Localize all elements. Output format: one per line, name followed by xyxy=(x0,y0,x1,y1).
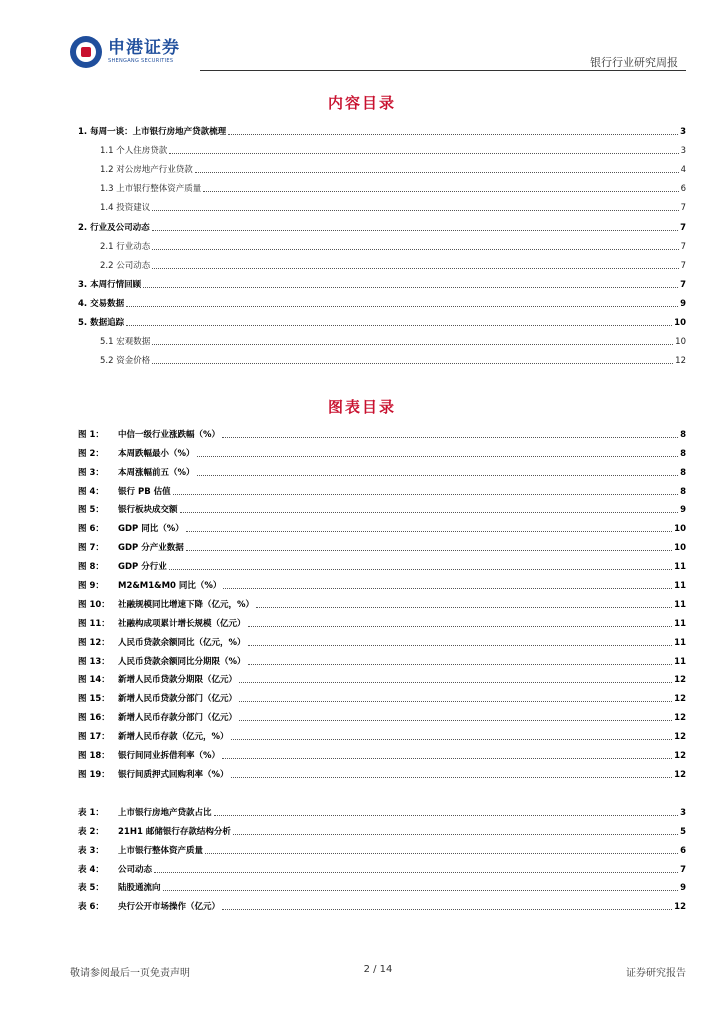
figure-entry-page: 11 xyxy=(674,562,686,573)
leader-dots xyxy=(152,230,678,231)
toc-entry[interactable] xyxy=(78,194,686,213)
toc-entry-page: 4 xyxy=(680,165,686,176)
table-entry-label: 上市银行房地产贷款占比 xyxy=(118,807,212,818)
figure-entry-number: 图 18： xyxy=(78,751,110,762)
figure-entry-label: 人民币贷款余额同比分期限（%） xyxy=(118,656,246,667)
figure-entry-label: 新增人民币存款分部门（亿元） xyxy=(118,713,238,724)
header-divider xyxy=(200,70,686,71)
toc-entry[interactable] xyxy=(78,137,686,156)
figure-entry[interactable] xyxy=(78,440,686,459)
toc-entry-page: 9 xyxy=(680,298,686,309)
figure-entry-page: 11 xyxy=(674,618,686,629)
leader-dots xyxy=(169,153,678,154)
leader-dots xyxy=(152,268,678,269)
figure-entry-number: 图 11： xyxy=(78,618,110,629)
leader-dots xyxy=(169,569,672,570)
toc-entry-label: 1.1 个人住房贷款 xyxy=(100,146,168,157)
leader-dots xyxy=(223,588,672,589)
table-entry-page: 3 xyxy=(680,807,686,818)
toc-entry-label: 2. 行业及公司动态 xyxy=(78,222,150,233)
figure-entry-label: 银行间质押式回购利率（%） xyxy=(118,769,229,780)
figure-entry-page: 9 xyxy=(680,505,686,516)
toc-entry-page: 3 xyxy=(680,146,686,157)
figure-entry-label: 本周涨幅前五（%） xyxy=(118,467,195,478)
table-entry-page: 12 xyxy=(674,902,686,913)
toc-entry[interactable] xyxy=(78,252,686,271)
table-entry[interactable] xyxy=(78,893,686,912)
figure-entry-page: 8 xyxy=(680,448,686,459)
figure-entry-number: 图 16： xyxy=(78,713,110,724)
figure-entry[interactable] xyxy=(78,685,686,704)
toc-entry-page: 3 xyxy=(680,127,686,138)
leader-dots xyxy=(205,853,678,854)
leader-dots xyxy=(231,777,673,778)
table-entry-number: 表 1： xyxy=(78,807,104,818)
toc-title: 内容目录 xyxy=(327,94,396,112)
toc-entry-page: 6 xyxy=(680,184,686,195)
table-entry-label: 陆股通流向 xyxy=(118,883,161,894)
leader-dots xyxy=(152,210,678,211)
figure-entry-page: 12 xyxy=(674,713,686,724)
figure-entry-page: 12 xyxy=(674,769,686,780)
logo-chinese-name: 申港证券 xyxy=(108,38,180,58)
table-entry-page: 5 xyxy=(680,826,686,837)
leader-dots xyxy=(173,494,678,495)
table-entry-number: 表 6： xyxy=(78,902,104,913)
toc-entry-label: 5. 数据追踪 xyxy=(78,318,125,329)
toc-entry[interactable] xyxy=(78,233,686,252)
table-entry-page: 9 xyxy=(680,883,686,894)
figure-entry-label: 银行板块成交额 xyxy=(118,505,178,516)
leader-dots xyxy=(197,475,679,476)
figure-entry[interactable] xyxy=(78,742,686,761)
figure-entry-page: 8 xyxy=(680,467,686,478)
figure-entry-label: 本周跌幅最小（%） xyxy=(118,448,195,459)
figure-entry-page: 11 xyxy=(674,656,686,667)
figure-entry-page: 12 xyxy=(674,732,686,743)
figure-entry-number: 图 19： xyxy=(78,769,110,780)
toc-entry-label: 5.2 资金价格 xyxy=(100,356,151,367)
figures-title: 图表目录 xyxy=(327,398,396,416)
figure-entry-page: 8 xyxy=(680,486,686,497)
figure-entry-label: 中信一级行业涨跌幅（%） xyxy=(118,429,221,440)
report-label: 证券研究报告 xyxy=(626,968,686,979)
figure-entry-number: 图 3： xyxy=(78,467,104,478)
figure-entry-label: 社融规模同比增速下降（亿元，%） xyxy=(118,599,255,610)
figure-entry-number: 图 13： xyxy=(78,656,110,667)
leader-dots xyxy=(163,890,679,891)
toc-entry[interactable] xyxy=(78,290,686,309)
leader-dots xyxy=(248,664,673,665)
report-type: 银行行业研究周报 xyxy=(590,56,678,69)
leader-dots xyxy=(203,191,678,192)
figure-entry[interactable] xyxy=(78,459,686,478)
toc-entry-label: 1.4 投资建议 xyxy=(100,203,151,214)
figure-entry[interactable] xyxy=(78,478,686,497)
leader-dots xyxy=(126,325,672,326)
leader-dots xyxy=(214,815,679,816)
leader-dots xyxy=(248,626,673,627)
toc-entry-label: 3. 本周行情回顾 xyxy=(78,279,142,290)
figure-entry-number: 图 15： xyxy=(78,694,110,705)
table-list xyxy=(78,799,686,912)
figure-entry-number: 图 12： xyxy=(78,637,110,648)
table-entry[interactable] xyxy=(78,799,686,818)
company-logo xyxy=(70,34,180,70)
table-entry-page: 7 xyxy=(680,864,686,875)
toc-entry-label: 2.1 行业动态 xyxy=(100,241,151,252)
leader-dots xyxy=(143,287,678,288)
logo-mark-icon xyxy=(70,36,102,68)
figure-entry[interactable] xyxy=(78,421,686,440)
leader-dots xyxy=(256,607,672,608)
figure-entry-page: 12 xyxy=(674,694,686,705)
leader-dots xyxy=(126,306,678,307)
toc-entry-label: 5.1 宏观数据 xyxy=(100,337,151,348)
figure-entry-number: 图 4： xyxy=(78,486,104,497)
toc-entry-label: 1.2 对公房地产行业贷款 xyxy=(100,165,193,176)
toc-entry-label: 2.2 公司动态 xyxy=(100,260,151,271)
figure-entry[interactable] xyxy=(78,534,686,553)
toc-entry-label: 4. 交易数据 xyxy=(78,298,125,309)
page-header xyxy=(70,34,686,74)
figure-entry-number: 图 7： xyxy=(78,543,104,554)
leader-dots xyxy=(195,172,679,173)
figure-entry-number: 图 6： xyxy=(78,524,104,535)
figure-entry-label: GDP 同比（%） xyxy=(118,524,184,535)
toc-entry-page: 10 xyxy=(675,337,686,348)
toc-entry[interactable] xyxy=(78,271,686,290)
leader-dots xyxy=(180,512,679,513)
figure-entry[interactable] xyxy=(78,629,686,648)
table-entry[interactable] xyxy=(78,875,686,894)
toc-entry[interactable] xyxy=(78,328,686,347)
figure-entry-label: 人民币贷款余额同比（亿元，%） xyxy=(118,637,246,648)
toc-entry-label: 1.3 上市银行整体资产质量 xyxy=(100,184,202,195)
figure-entry[interactable] xyxy=(78,572,686,591)
toc-entry-label: 1. 每周一谈：上市银行房地产贷款梳理 xyxy=(78,127,227,138)
toc-entry[interactable] xyxy=(78,347,686,366)
figure-entry-number: 图 5： xyxy=(78,505,104,516)
leader-dots xyxy=(222,758,672,759)
table-of-contents xyxy=(78,118,686,366)
figure-entry[interactable] xyxy=(78,704,686,723)
table-entry[interactable] xyxy=(78,856,686,875)
figure-entry-number: 图 9： xyxy=(78,581,104,592)
toc-entry[interactable] xyxy=(78,118,686,137)
figure-entry-page: 11 xyxy=(674,581,686,592)
figure-entry-label: M2&M1&M0 同比（%） xyxy=(118,581,222,592)
figure-entry-label: 新增人民币贷款分期限（亿元） xyxy=(118,675,238,686)
table-entry[interactable] xyxy=(78,837,686,856)
toc-entry-page: 7 xyxy=(680,260,686,271)
figure-entry-page: 10 xyxy=(674,524,686,535)
leader-dots xyxy=(154,872,678,873)
toc-entry[interactable] xyxy=(78,309,686,328)
figure-entry-label: 银行间同业拆借利率（%） xyxy=(118,751,221,762)
figure-entry-page: 12 xyxy=(674,675,686,686)
figure-entry-number: 图 1： xyxy=(78,429,104,440)
leader-dots xyxy=(248,645,673,646)
toc-entry-page: 7 xyxy=(680,203,686,214)
table-entry-number: 表 2： xyxy=(78,826,104,837)
toc-entry-page: 7 xyxy=(680,279,686,290)
figure-entry-number: 图 10： xyxy=(78,599,110,610)
disclaimer-note: 敬请参阅最后一页免责声明 xyxy=(70,968,190,979)
leader-dots xyxy=(152,363,673,364)
leader-dots xyxy=(231,739,673,740)
table-entry-number: 表 5： xyxy=(78,883,104,894)
leader-dots xyxy=(222,437,678,438)
figure-entry-label: 社融构成项累计增长规模（亿元） xyxy=(118,618,246,629)
leader-dots xyxy=(228,134,678,135)
figure-entry-label: 银行 PB 估值 xyxy=(118,486,171,497)
figure-entry[interactable] xyxy=(78,648,686,667)
toc-entry-page: 7 xyxy=(680,222,686,233)
figure-entry[interactable] xyxy=(78,667,686,686)
figure-entry[interactable] xyxy=(78,610,686,629)
leader-dots xyxy=(239,682,672,683)
toc-entry[interactable] xyxy=(78,156,686,175)
table-entry[interactable] xyxy=(78,818,686,837)
toc-entry-page: 7 xyxy=(680,241,686,252)
leader-dots xyxy=(186,550,672,551)
figure-entry[interactable] xyxy=(78,553,686,572)
figure-entry-number: 图 14： xyxy=(78,675,110,686)
toc-entry-page: 12 xyxy=(675,356,686,367)
figure-entry-page: 12 xyxy=(674,751,686,762)
leader-dots xyxy=(152,344,673,345)
toc-entry[interactable] xyxy=(78,213,686,232)
leader-dots xyxy=(239,720,672,721)
figure-entry[interactable] xyxy=(78,723,686,742)
figure-list xyxy=(78,421,686,780)
figure-entry-page: 10 xyxy=(674,543,686,554)
toc-entry[interactable] xyxy=(78,175,686,194)
figure-entry-label: GDP 分产业数据 xyxy=(118,543,184,554)
figure-entry-number: 图 2： xyxy=(78,448,104,459)
figure-entry[interactable] xyxy=(78,591,686,610)
table-entry-label: 上市银行整体资产质量 xyxy=(118,845,204,856)
leader-dots xyxy=(222,909,672,910)
table-entry-page: 6 xyxy=(680,845,686,856)
toc-entry-page: 10 xyxy=(674,318,686,329)
leader-dots xyxy=(239,701,672,702)
figure-entry-label: 新增人民币贷款分部门（亿元） xyxy=(118,694,238,705)
page-number: 2 / 14 xyxy=(363,964,393,975)
figure-entry-number: 图 8： xyxy=(78,562,104,573)
leader-dots xyxy=(186,531,672,532)
table-entry-label: 央行公开市场操作（亿元） xyxy=(118,902,221,913)
figure-entry[interactable] xyxy=(78,497,686,516)
figure-entry-page: 8 xyxy=(680,429,686,440)
figure-entry-page: 11 xyxy=(674,599,686,610)
leader-dots xyxy=(233,834,678,835)
leader-dots xyxy=(197,456,679,457)
figure-entry-label: 新增人民币存款（亿元，%） xyxy=(118,732,229,743)
table-entry-label: 公司动态 xyxy=(118,864,153,875)
figure-entry-page: 11 xyxy=(674,637,686,648)
table-entry-number: 表 3： xyxy=(78,845,104,856)
figure-entry[interactable] xyxy=(78,761,686,780)
figure-entry-number: 图 17： xyxy=(78,732,110,743)
figure-entry-label: GDP 分行业 xyxy=(118,562,167,573)
table-entry-number: 表 4： xyxy=(78,864,104,875)
leader-dots xyxy=(152,249,678,250)
logo-english-name: SHENGANG SECURITIES xyxy=(108,58,174,64)
figure-entry[interactable] xyxy=(78,515,686,534)
table-entry-label: 21H1 邮储银行存款结构分析 xyxy=(118,826,231,837)
